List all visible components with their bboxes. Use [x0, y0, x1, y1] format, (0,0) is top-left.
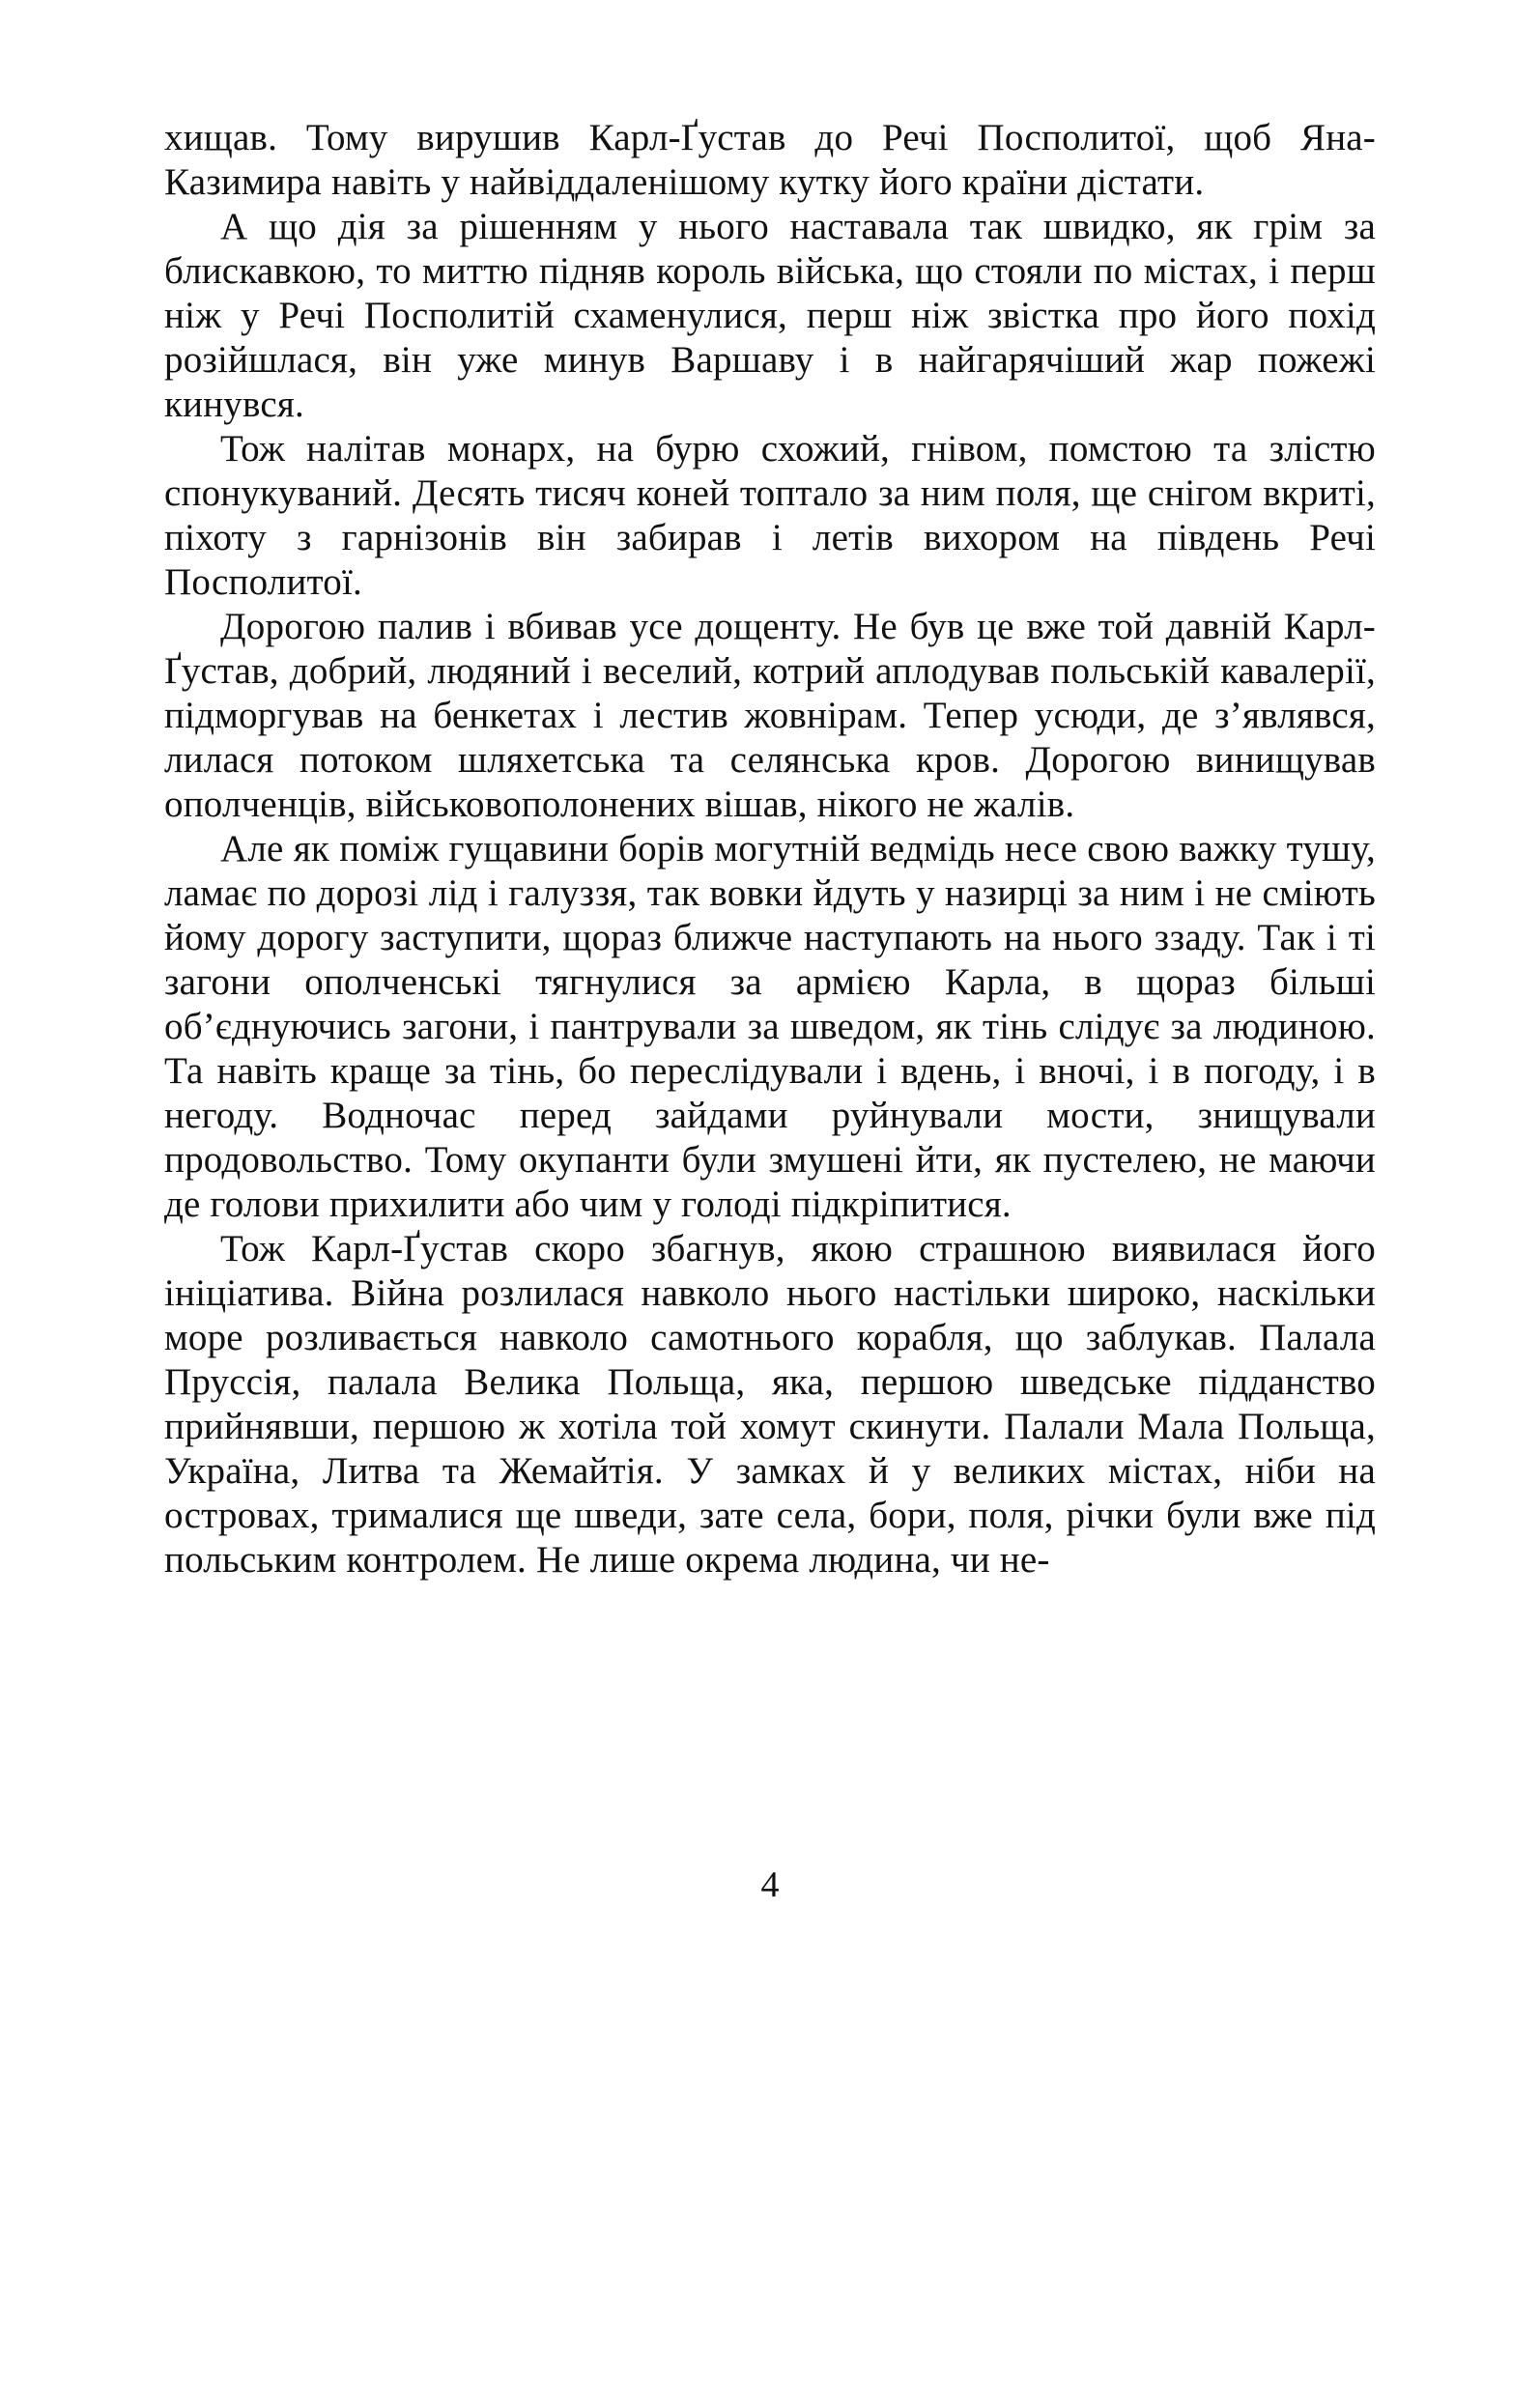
paragraph: Тож Карл-Ґустав скоро збагнув, якою страшною виявилася його ініціатива. Війна розлилася навколо нього настільки широко, наскільки море розливається навколо самотнього корабля, що заблукав. Палала Пруссія, палала Велика Польща, яка, першою шведське підданство прийнявши, першою ж хотіла той хомут скинути. Палали Мала Польща, Україна, Литва та Жемайтія. У замках й у великих містах, ніби на островах, трималися ще шведи, зате села, бори, поля, річки були вже під польським контролем. Не лише окрема людина, чи не- — [164, 1228, 1376, 1581]
paragraph: Але як поміж гущавини борів могутній ведмідь несе свою важку тушу, ламає по дорозі лід і галуззя, так вовки йдуть у назирці за ним і не сміють йому дорогу заступити, щораз ближче наступають на нього ззаду. Так і ті загони ополченські тягнулися за армією Карла, в щораз більші об’єднуючись загони, і пантрували за шведом, як тінь слідує за людиною. Та навіть краще за тінь, бо переслідували і вдень, і вночі, і в погоду, і в негоду. Водночас перед зайдами руйнували мости, знищували продовольство. Тому окупанти були змушені йти, як пустелею, не маючи де голови прихилити або чим у голоді підкріпитися. — [164, 828, 1376, 1225]
paragraph: А що дія за рішенням у нього наставала так швидко, як грім за блискавкою, то миттю підняв король війська, що стояли по містах, і перш ніж у Речі Посполитій схаменулися, перш ніж звістка про його похід розійшлася, він уже минув Варшаву і в найгарячіший жар пожежі кинувся. — [164, 206, 1376, 425]
paragraph: Дорогою палив і вбивав усе дощенту. Не був це вже той давній Карл-Ґустав, добрий, людяний і веселий, котрий аплодував польській кавалерії, підморгував на бенкетах і лестив жовнірам. Тепер усюди, де з’являвся, лилася потоком шляхетська та селянська кров. Дорогою винищував ополченців, військовополонених вішав, нікого не жалів. — [164, 606, 1376, 825]
text-block — [164, 116, 1376, 1583]
paragraph: хищав. Тому вирушив Карл-Ґустав до Речі Посполитої, щоб Яна-Казимира навіть у найвіддаленішому кутку його країни дістати. — [164, 117, 1376, 203]
page-number: 4 — [760, 1865, 780, 1905]
paragraph: Тож налітав монарх, на бурю схожий, гнівом, помстою та злістю спонукуваний. Десять тисяч коней топтало за ним поля, ще снігом вкриті, піхоту з гарнізонів він забирав і летів вихором на південь Речі Посполитої. — [164, 428, 1376, 603]
